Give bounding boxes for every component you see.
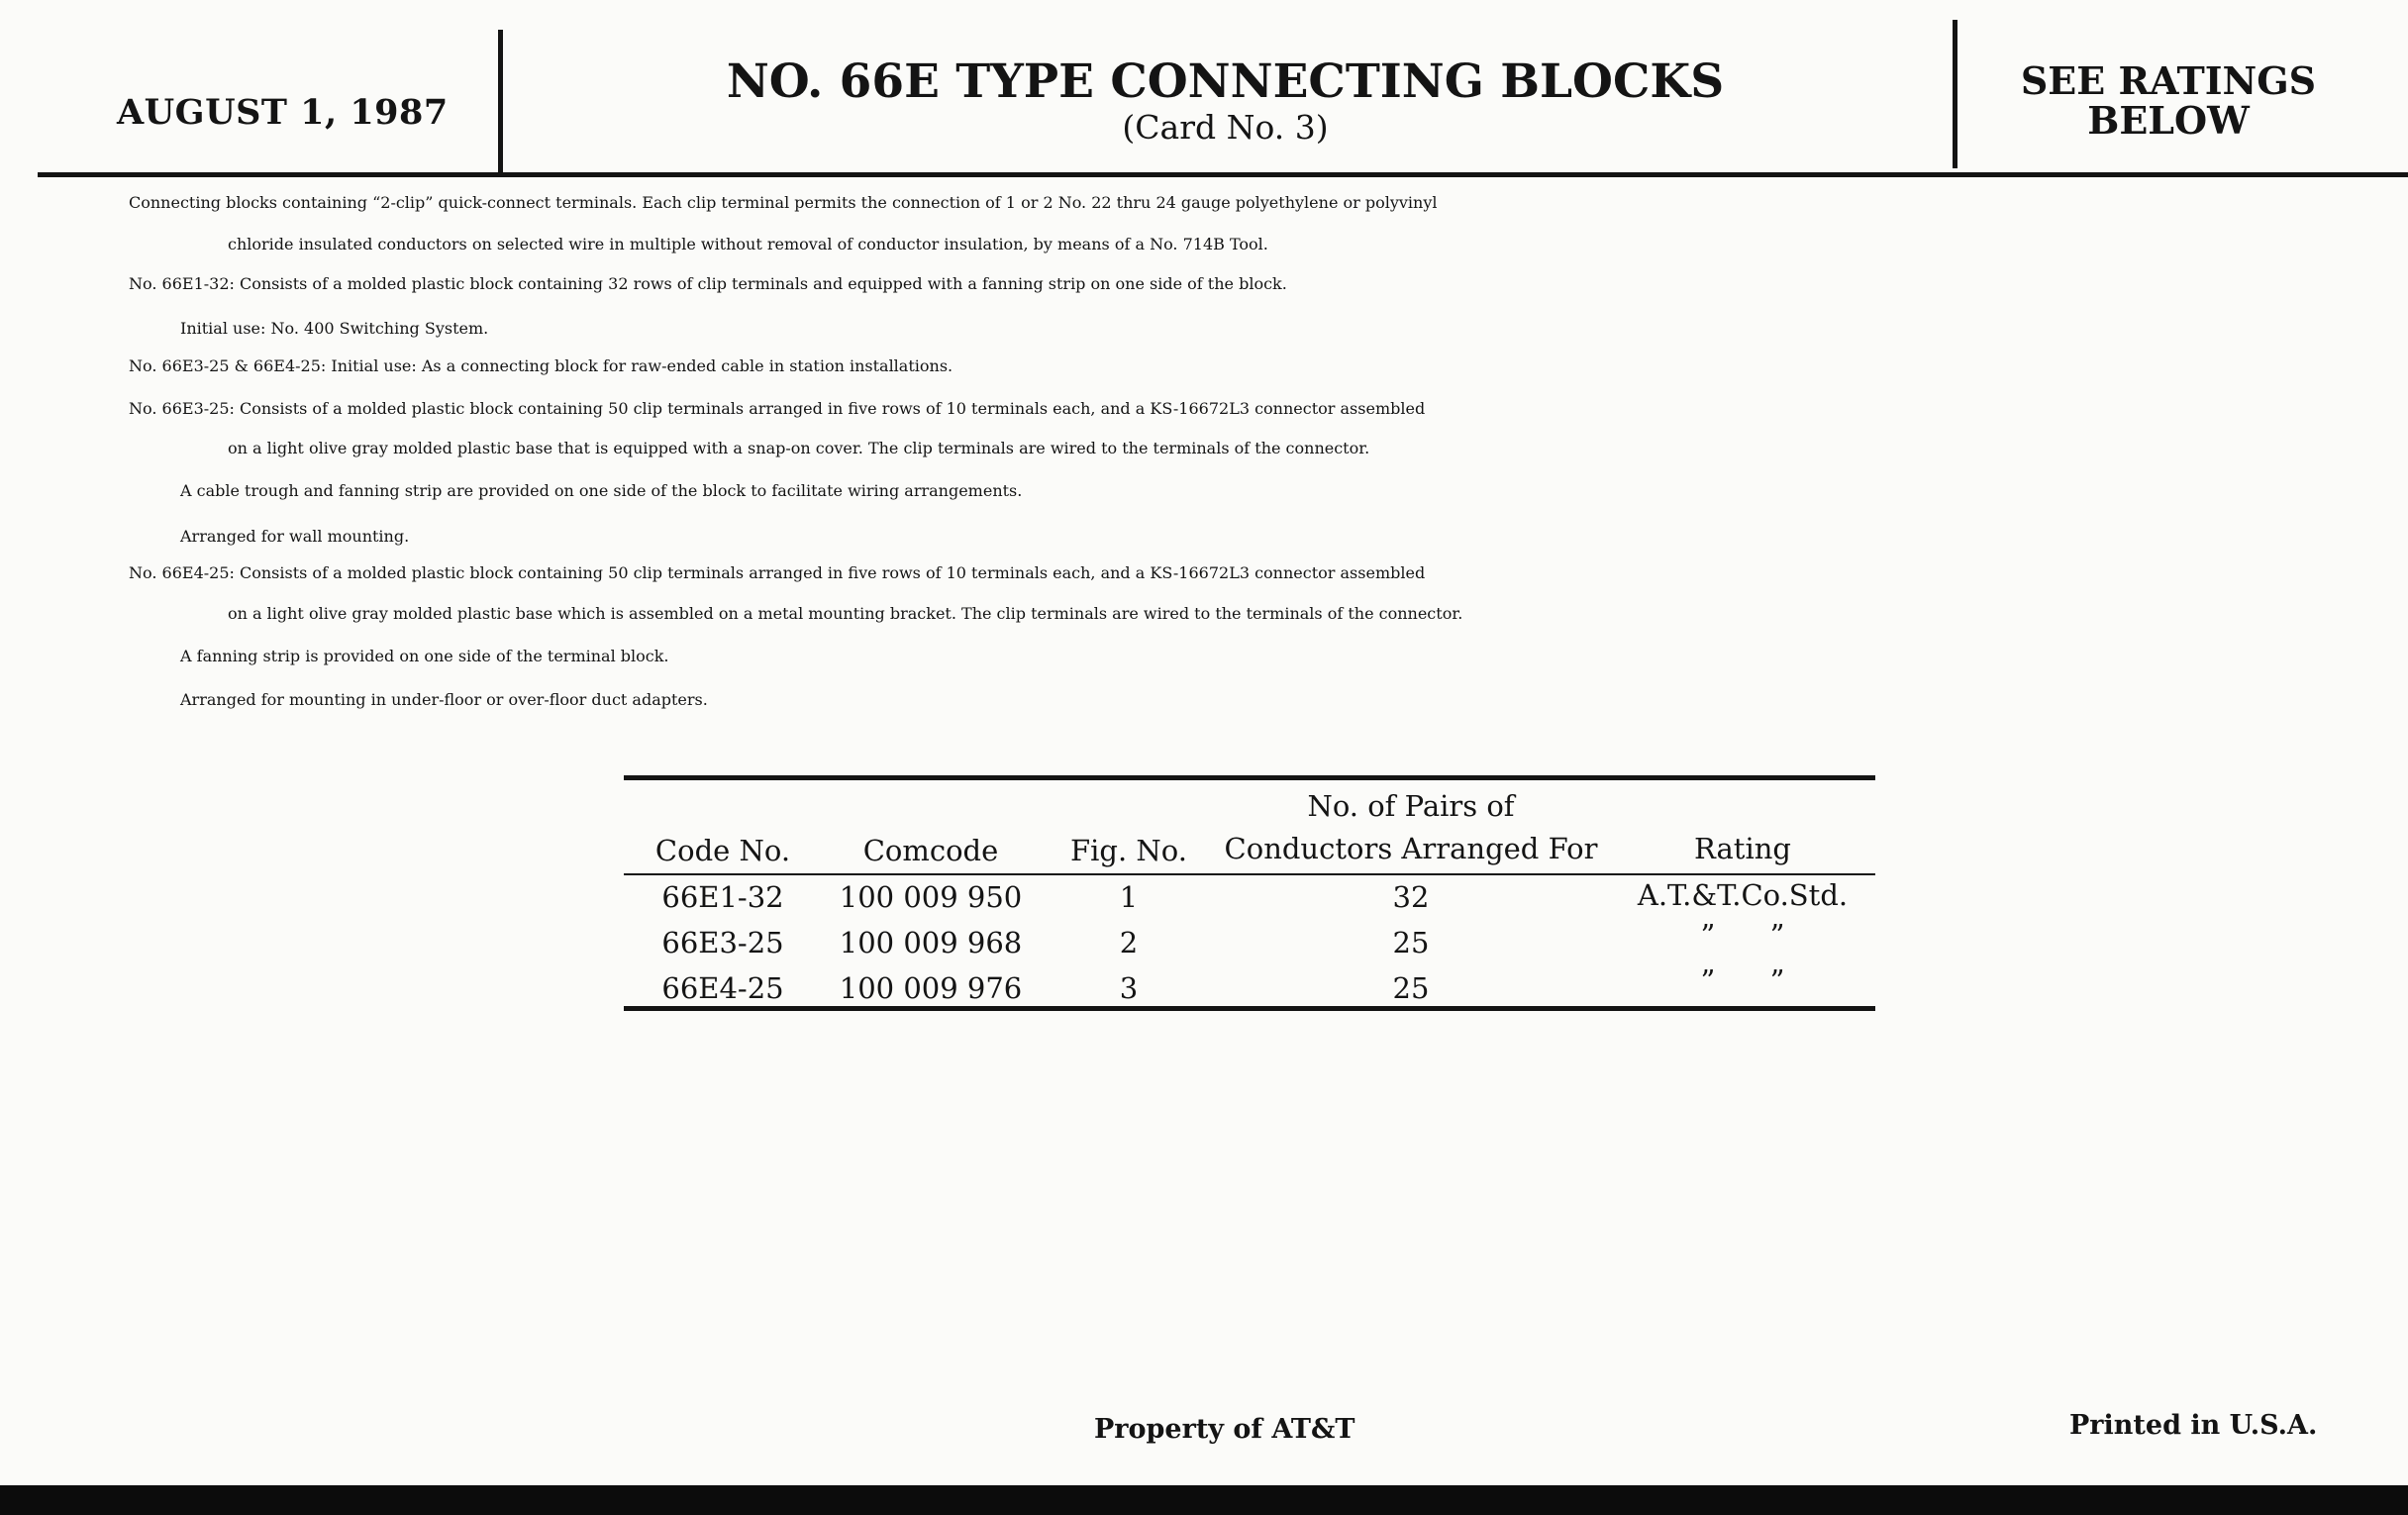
body-line: Initial use: No. 400 Switching System.: [180, 319, 489, 338]
col-header-rating: Rating: [1694, 832, 1791, 865]
col-header-comcode: Comcode: [862, 834, 999, 867]
header-divider-right: [1953, 20, 1957, 168]
body-line: chloride insulated conductors on selected wire in multiple without removal of conductor insulation, by means of a No. 714B Tool.: [228, 235, 1268, 253]
body-line: No. 66E4-25: Consists of a molded plastic block containing 50 clip terminals arranged in five rows of 10 terminals each, and a KS-16672L3 connector assembled: [129, 563, 1426, 582]
table-cell-fig: 1: [1119, 880, 1139, 914]
table-cell-comcode: 100 009 968: [839, 926, 1023, 960]
table-cell-rating: A.T.&T.Co.Std.: [1637, 878, 1849, 912]
body-line: No. 66E3-25: Consists of a molded plastic block containing 50 clip terminals arranged in five rows of 10 terminals each, and a KS-16672L3 connector assembled: [129, 399, 1426, 418]
table-cell-pairs: 25: [1392, 971, 1430, 1005]
footer-property: Property of AT&T: [1094, 1414, 1355, 1445]
table-cell-pairs: 32: [1392, 880, 1430, 914]
table-cell-code: 66E3-25: [661, 926, 784, 960]
table-cell-fig: 3: [1119, 971, 1139, 1005]
col-header-code: Code No.: [654, 834, 791, 867]
body-line: Arranged for wall mounting.: [180, 527, 410, 546]
table-cell-comcode: 100 009 950: [839, 880, 1023, 914]
table-cell-rating: ” ”: [1700, 918, 1785, 952]
col-header-fig: Fig. No.: [1070, 834, 1187, 867]
col-header-pairs-line2: Conductors Arranged For: [1224, 832, 1598, 865]
body-line: on a light olive gray molded plastic base which is assembled on a metal mounting bracket. The clip terminals are wired to the terminals of the connector.: [228, 604, 1463, 623]
body-line: on a light olive gray molded plastic base that is equipped with a snap-on cover. The clip terminals are wired to the terminals of the connector.: [228, 439, 1370, 457]
table-cell-fig: 2: [1119, 926, 1139, 960]
table-cell-rating: ” ”: [1700, 963, 1785, 997]
ratings-note-line1: SEE RATINGS: [2020, 58, 2317, 103]
body-line: Arranged for mounting in under-floor or over-floor duct adapters.: [180, 690, 708, 709]
col-header-pairs-line1: No. of Pairs of: [1307, 789, 1515, 823]
table-cell-comcode: 100 009 976: [839, 971, 1023, 1005]
body-line: A fanning strip is provided on one side of the terminal block.: [180, 647, 669, 665]
footer-printed: Printed in U.S.A.: [2069, 1410, 2318, 1441]
card-title: NO. 66E TYPE CONNECTING BLOCKS: [726, 54, 1725, 109]
card-subtitle: (Card No. 3): [1122, 108, 1329, 147]
table-bottom-rule: [624, 1006, 1875, 1011]
body-line: No. 66E3-25 & 66E4-25: Initial use: As a connecting block for raw-ended cable in station installations.: [129, 356, 953, 375]
header-rule: [38, 172, 2408, 177]
table-header-rule: [624, 873, 1875, 875]
body-line: A cable trough and fanning strip are provided on one side of the block to facilitate wiring arrangements.: [180, 481, 1023, 500]
issue-date: AUGUST 1, 1987: [117, 92, 449, 133]
table-cell-code: 66E1-32: [661, 880, 784, 914]
table-cell-code: 66E4-25: [661, 971, 784, 1005]
body-line: No. 66E1-32: Consists of a molded plastic block containing 32 rows of clip terminals and equipped with a fanning strip on one side of the block.: [129, 274, 1287, 293]
body-line: Connecting blocks containing “2-clip” quick-connect terminals. Each clip terminal permits the connection of 1 or 2 No. 22 thru 24 gauge polyethylene or polyvinyl: [129, 193, 1438, 212]
header-divider-left: [498, 30, 503, 176]
table-cell-pairs: 25: [1392, 926, 1430, 960]
ratings-note: [1965, 58, 2371, 143]
ratings-note-line2: BELOW: [2087, 98, 2250, 143]
table-top-rule: [624, 775, 1875, 780]
